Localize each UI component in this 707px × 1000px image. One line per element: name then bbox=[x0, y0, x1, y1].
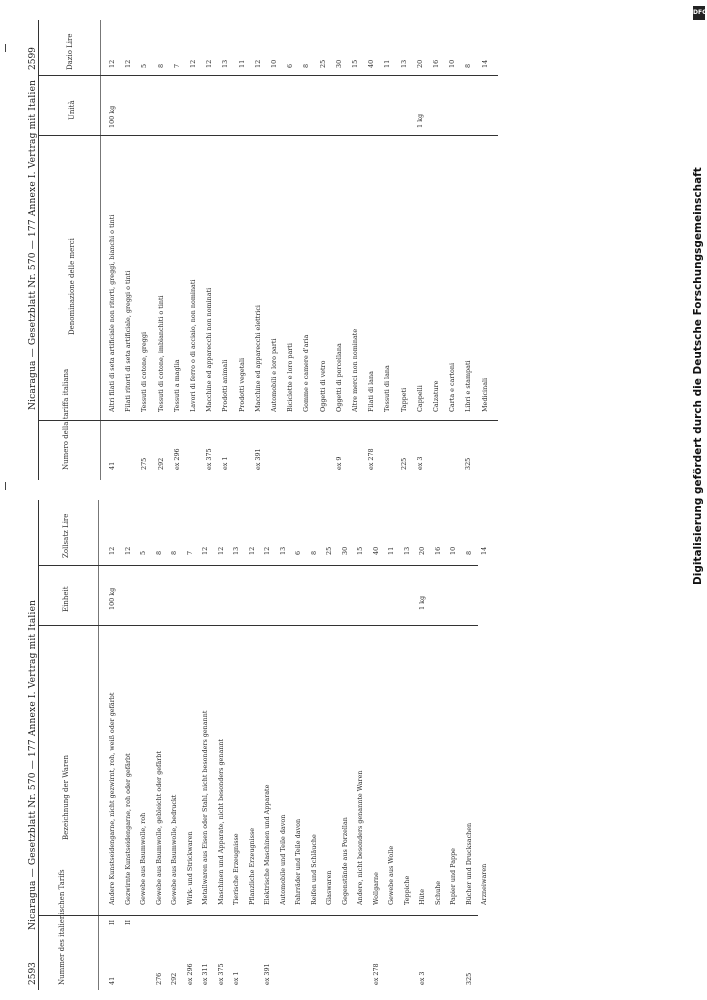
row-designation: Metallwaren aus Eisen oder Stahl, nicht besonders genannt bbox=[201, 710, 209, 905]
row-designation: Gewebe aus Baumwolle, gebleicht oder gefärbt bbox=[154, 751, 163, 905]
tariff-number: 275 bbox=[140, 457, 149, 470]
row-designation: Wollgarne bbox=[371, 872, 380, 905]
row-duty: 8 bbox=[302, 63, 311, 68]
row-duty: 8 bbox=[309, 550, 318, 555]
row-designation: Hüte bbox=[418, 888, 426, 905]
row-designation: Calzature bbox=[432, 380, 440, 412]
row-designation: Tessuti a maglia bbox=[172, 359, 181, 412]
row-designation: Gewebe aus Baumwolle, roh bbox=[139, 812, 147, 905]
row-duty: 11 bbox=[237, 59, 246, 68]
row-designation: Tessuti di cotone, imbianchiti o tinti bbox=[156, 295, 165, 412]
row-duty: 12 bbox=[123, 546, 132, 555]
row-designation: Macchine ed apparecchi non nominati bbox=[205, 287, 214, 412]
right-col-designation: Denominazione delle merci bbox=[68, 238, 76, 335]
tariff-number: ex 278 bbox=[367, 448, 376, 470]
right-header-rule bbox=[38, 20, 39, 480]
row-designation: Altre merci non nominate bbox=[351, 328, 359, 412]
row-designation: Libri e stampati bbox=[464, 360, 473, 412]
row-designation: Tappeti bbox=[399, 387, 408, 412]
row-designation: Andere, nicht besonders genannte Waren bbox=[356, 770, 364, 905]
row-designation: Andere Kunstseidengarne, nicht gezwirnt, roh, weiß oder gefärbt bbox=[108, 692, 116, 905]
row-duty: 12 bbox=[201, 546, 209, 555]
row-duty: 30 bbox=[334, 59, 343, 68]
row-designation: Oggetti di porcellana bbox=[334, 343, 343, 412]
right-column-rule bbox=[100, 20, 101, 480]
row-designation: Maschinen und Apparate, nicht besonders genannt bbox=[216, 738, 225, 905]
tariff-number: ex 3 bbox=[415, 456, 424, 470]
row-duty: 7 bbox=[185, 550, 194, 555]
left-col-duty: Zollsatz Lire bbox=[62, 513, 70, 558]
row-duty: 12 bbox=[216, 546, 225, 555]
tariff-number: ex 296 bbox=[185, 963, 194, 985]
tariff-number: ex 391 bbox=[263, 963, 271, 985]
left-page-header: Nicaragua — Gesetzblatt Nr. 570 — 177 Annexe I. Vertrag mit Italien bbox=[28, 599, 38, 930]
row-designation: Gomme e camere d'aria bbox=[302, 334, 311, 412]
row-designation: Bücher und Drucksachen bbox=[464, 822, 473, 905]
row-duty: 8 bbox=[170, 550, 178, 555]
right-col-rule-1 bbox=[38, 420, 498, 421]
row-designation: Prodotti vegetali bbox=[237, 357, 246, 412]
right-page-header: Nicaragua — Gesetzblatt Nr. 570 — 177 Annexe I. Vertrag mit Italien bbox=[28, 79, 38, 410]
left-col-rule-3 bbox=[38, 565, 478, 566]
row-duty: 15 bbox=[356, 546, 364, 555]
row-duty: 25 bbox=[325, 546, 333, 555]
left-page-number: 2593 bbox=[28, 962, 38, 985]
row-duty: 12 bbox=[205, 59, 214, 68]
row-duty: 13 bbox=[402, 546, 411, 555]
right-page-number: 2599 bbox=[28, 47, 38, 70]
left-column-rule bbox=[98, 500, 99, 990]
row-designation: Carta e cartoni bbox=[448, 363, 457, 412]
row-mark: II bbox=[108, 919, 116, 925]
row-designation: Papier und Pappe bbox=[449, 848, 457, 905]
tariff-number: ex 375 bbox=[216, 963, 225, 985]
dfg-logo: DFG bbox=[693, 6, 705, 20]
row-duty: 12 bbox=[108, 546, 116, 555]
tariff-number: 325 bbox=[464, 457, 473, 470]
row-designation: Tessuti di cotone, greggi bbox=[140, 332, 149, 412]
tariff-number: ex 3 bbox=[418, 971, 426, 985]
row-designation: Wirk- und Strickwaren bbox=[185, 831, 194, 905]
tariff-number: 325 bbox=[464, 972, 473, 985]
row-designation: Gewebe aus Baumwolle, bedruckt bbox=[170, 794, 178, 905]
row-duty: 15 bbox=[351, 59, 359, 68]
row-duty: 12 bbox=[189, 59, 197, 68]
row-duty: 6 bbox=[286, 63, 295, 68]
row-designation: Macchine ed apparecchi elettrici bbox=[253, 305, 262, 412]
row-duty: 8 bbox=[464, 550, 473, 555]
row-unit: 100 kg bbox=[108, 587, 116, 610]
row-duty: 20 bbox=[415, 59, 424, 68]
row-designation: Schuhe bbox=[433, 880, 442, 905]
row-duty: 5 bbox=[140, 63, 149, 68]
tariff-number: ex 375 bbox=[205, 448, 214, 470]
row-designation: Prodotti animali bbox=[221, 359, 230, 412]
row-designation: Elektrische Maschinen und Apparate bbox=[263, 784, 271, 905]
row-duty: 11 bbox=[387, 546, 395, 555]
row-duty: 10 bbox=[270, 59, 278, 68]
row-designation: Automobili e loro parti bbox=[270, 338, 278, 412]
tariff-number: ex 391 bbox=[253, 448, 262, 470]
row-designation: Pflanzliche Erzeugnisse bbox=[247, 827, 256, 905]
tariff-number: ex 1 bbox=[221, 456, 230, 470]
row-designation: Fahrräder und Teile davon bbox=[294, 818, 302, 905]
row-duty: 20 bbox=[418, 546, 426, 555]
row-designation: Altri filati di seta artificiale non ritorti, greggi, bianchi o tinti bbox=[108, 214, 116, 412]
left-col-designation: Bezeichnung der Waren bbox=[62, 755, 70, 840]
row-duty: 30 bbox=[340, 546, 349, 555]
row-duty: 13 bbox=[278, 546, 287, 555]
row-duty: 40 bbox=[367, 59, 376, 68]
tariff-number: 41 bbox=[108, 461, 116, 470]
row-duty: 10 bbox=[449, 546, 457, 555]
row-duty: 12 bbox=[263, 546, 271, 555]
row-designation: Biciclette e loro parti bbox=[286, 343, 295, 412]
right-col-tariff: Numero della tariffa italiana bbox=[62, 368, 70, 470]
row-unit: 1 kg bbox=[418, 595, 426, 610]
tariff-number: 292 bbox=[170, 972, 178, 985]
row-unit: 1 kg bbox=[415, 113, 424, 128]
scan-speck bbox=[5, 482, 6, 490]
right-col-unit: Unità bbox=[68, 100, 76, 120]
row-duty: 25 bbox=[318, 59, 327, 68]
left-header-rule bbox=[38, 500, 39, 990]
row-duty: 14 bbox=[480, 546, 488, 555]
row-designation: Cappelli bbox=[415, 385, 424, 412]
tariff-number: ex 278 bbox=[371, 963, 380, 985]
tariff-number: ex 1 bbox=[232, 971, 240, 985]
left-col-rule-1 bbox=[38, 915, 478, 916]
tariff-number: ex 311 bbox=[201, 963, 209, 985]
row-duty: 13 bbox=[221, 59, 230, 68]
right-col-rule-3 bbox=[38, 75, 498, 76]
row-duty: 12 bbox=[124, 59, 133, 68]
row-duty: 16 bbox=[432, 59, 440, 68]
row-duty: 12 bbox=[247, 546, 256, 555]
left-col-unit: Einheit bbox=[62, 586, 70, 612]
tariff-number: 276 bbox=[154, 972, 163, 985]
row-designation: Reifen und Schläuche bbox=[309, 834, 318, 905]
tariff-number: 292 bbox=[156, 457, 165, 470]
row-unit: 100 kg bbox=[108, 105, 116, 128]
right-col-rule-2 bbox=[38, 135, 498, 136]
row-duty: 8 bbox=[154, 550, 163, 555]
row-duty: 10 bbox=[448, 59, 457, 68]
left-col-tariff: Nummer des italienischen Tarifs bbox=[58, 869, 66, 985]
row-designation: Gezwirnte Kunstseidengarne, roh oder gefärbt bbox=[123, 753, 132, 905]
row-designation: Automobile und Teile davon bbox=[278, 814, 287, 905]
row-designation: Medicinali bbox=[480, 377, 489, 412]
row-designation: Lavori di ferro o di acciaio, non nominati bbox=[189, 279, 197, 412]
row-designation: Arzneiwaren bbox=[480, 863, 488, 905]
tariff-number: 41 bbox=[108, 976, 116, 985]
row-designation: Teppiche bbox=[402, 875, 411, 905]
row-duty: 11 bbox=[383, 59, 392, 68]
row-designation: Gegenstände aus Porzellan bbox=[340, 817, 349, 905]
row-duty: 8 bbox=[464, 63, 473, 68]
row-duty: 13 bbox=[399, 59, 408, 68]
row-duty: 7 bbox=[172, 63, 181, 68]
row-designation: Tessuti di lana bbox=[383, 365, 392, 412]
row-designation: Filati ritorti di seta artificiale, greggi o tinti bbox=[124, 270, 133, 412]
row-designation: Filati di lana bbox=[367, 371, 376, 412]
row-designation: Oggetti di vetro bbox=[318, 360, 327, 412]
row-designation: Glaswaren bbox=[325, 870, 333, 905]
row-duty: 13 bbox=[232, 546, 240, 555]
row-duty: 12 bbox=[253, 59, 262, 68]
tariff-number: ex 9 bbox=[334, 456, 343, 470]
scan-speck bbox=[5, 44, 6, 52]
row-duty: 8 bbox=[156, 63, 165, 68]
row-designation: Gewebe aus Wolle bbox=[387, 845, 395, 905]
row-duty: 5 bbox=[139, 550, 147, 555]
row-duty: 16 bbox=[433, 546, 442, 555]
row-mark: II bbox=[123, 919, 132, 925]
row-duty: 40 bbox=[371, 546, 380, 555]
row-designation: Tierische Erzeugnisse bbox=[232, 833, 240, 905]
row-duty: 12 bbox=[108, 59, 116, 68]
tariff-number: ex 296 bbox=[172, 448, 181, 470]
digitization-credit: Digitalisierung gefördert durch die Deutsche Forschungsgemeinschaft bbox=[692, 167, 704, 585]
left-col-rule-2 bbox=[38, 625, 478, 626]
row-duty: 6 bbox=[294, 550, 302, 555]
row-duty: 14 bbox=[480, 59, 489, 68]
right-col-duty: Dazio Lire bbox=[66, 33, 74, 70]
tariff-number: 225 bbox=[399, 457, 408, 470]
